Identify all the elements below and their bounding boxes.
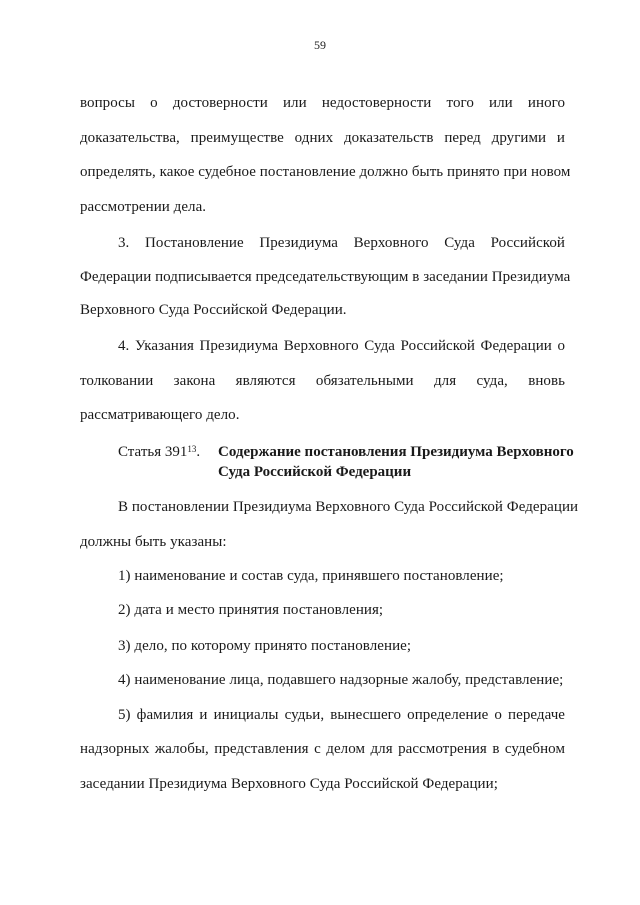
intro-line-1: В постановлении Президиума Верховного Суда Российской Федерации [118,499,579,515]
paragraph-4-line-1: 4. Указания Президиума Верховного Суда Российской Федерации о [118,338,565,354]
paragraph-3-line-3: Верховного Суда Российской Федерации. [80,302,347,318]
article-title-line-2: Суда Российской Федерации [218,464,412,480]
paragraph-3-line-1: 3. Постановление Президиума Верховного Суда Российской [118,235,565,251]
paragraph-4-line-3: рассматривающего дело. [80,407,240,423]
article-label: Статья 391 [118,444,188,460]
paragraph-1-line-3: определять, какое судебное постановление должно быть принято при новом [80,164,571,180]
article-superscript: 13 [187,444,197,454]
article-dot: . [196,444,201,460]
list-item-2: 2) дата и место принятия постановления; [118,602,384,618]
paragraph-4-line-2: толковании закона являются обязательными для суда, вновь [80,373,565,389]
intro-line-2: должны быть указаны: [80,534,227,550]
list-item-5-line-1: 5) фамилия и инициалы судьи, вынесшего определение о передаче [118,707,565,723]
list-item-3: 3) дело, по которому принято постановление; [118,638,412,654]
list-item-5-line-2: надзорных жалобы, представления с делом для рассмотрения в судебном [80,741,565,757]
paragraph-3-line-2: Федерации подписывается председательствующим в заседании Президиума [80,269,571,285]
article-number [118,442,200,462]
list-item-5-line-3: заседании Президиума Верховного Суда Российской Федерации; [80,776,498,792]
paragraph-1-line-1: вопросы о достоверности или недостоверности того или иного [80,95,565,111]
paragraph-1-line-4: рассмотрении дела. [80,199,207,215]
paragraph-1-line-2: доказательства, преимуществе одних доказательств перед другими и [80,130,565,146]
page-number: 59 [314,38,326,52]
list-item-4: 4) наименование лица, подавшего надзорные жалобу, представление; [118,672,564,688]
article-title-line-1: Содержание постановления Президиума Верховного [218,444,574,460]
list-item-1: 1) наименование и состав суда, принявшего постановление; [118,568,504,584]
